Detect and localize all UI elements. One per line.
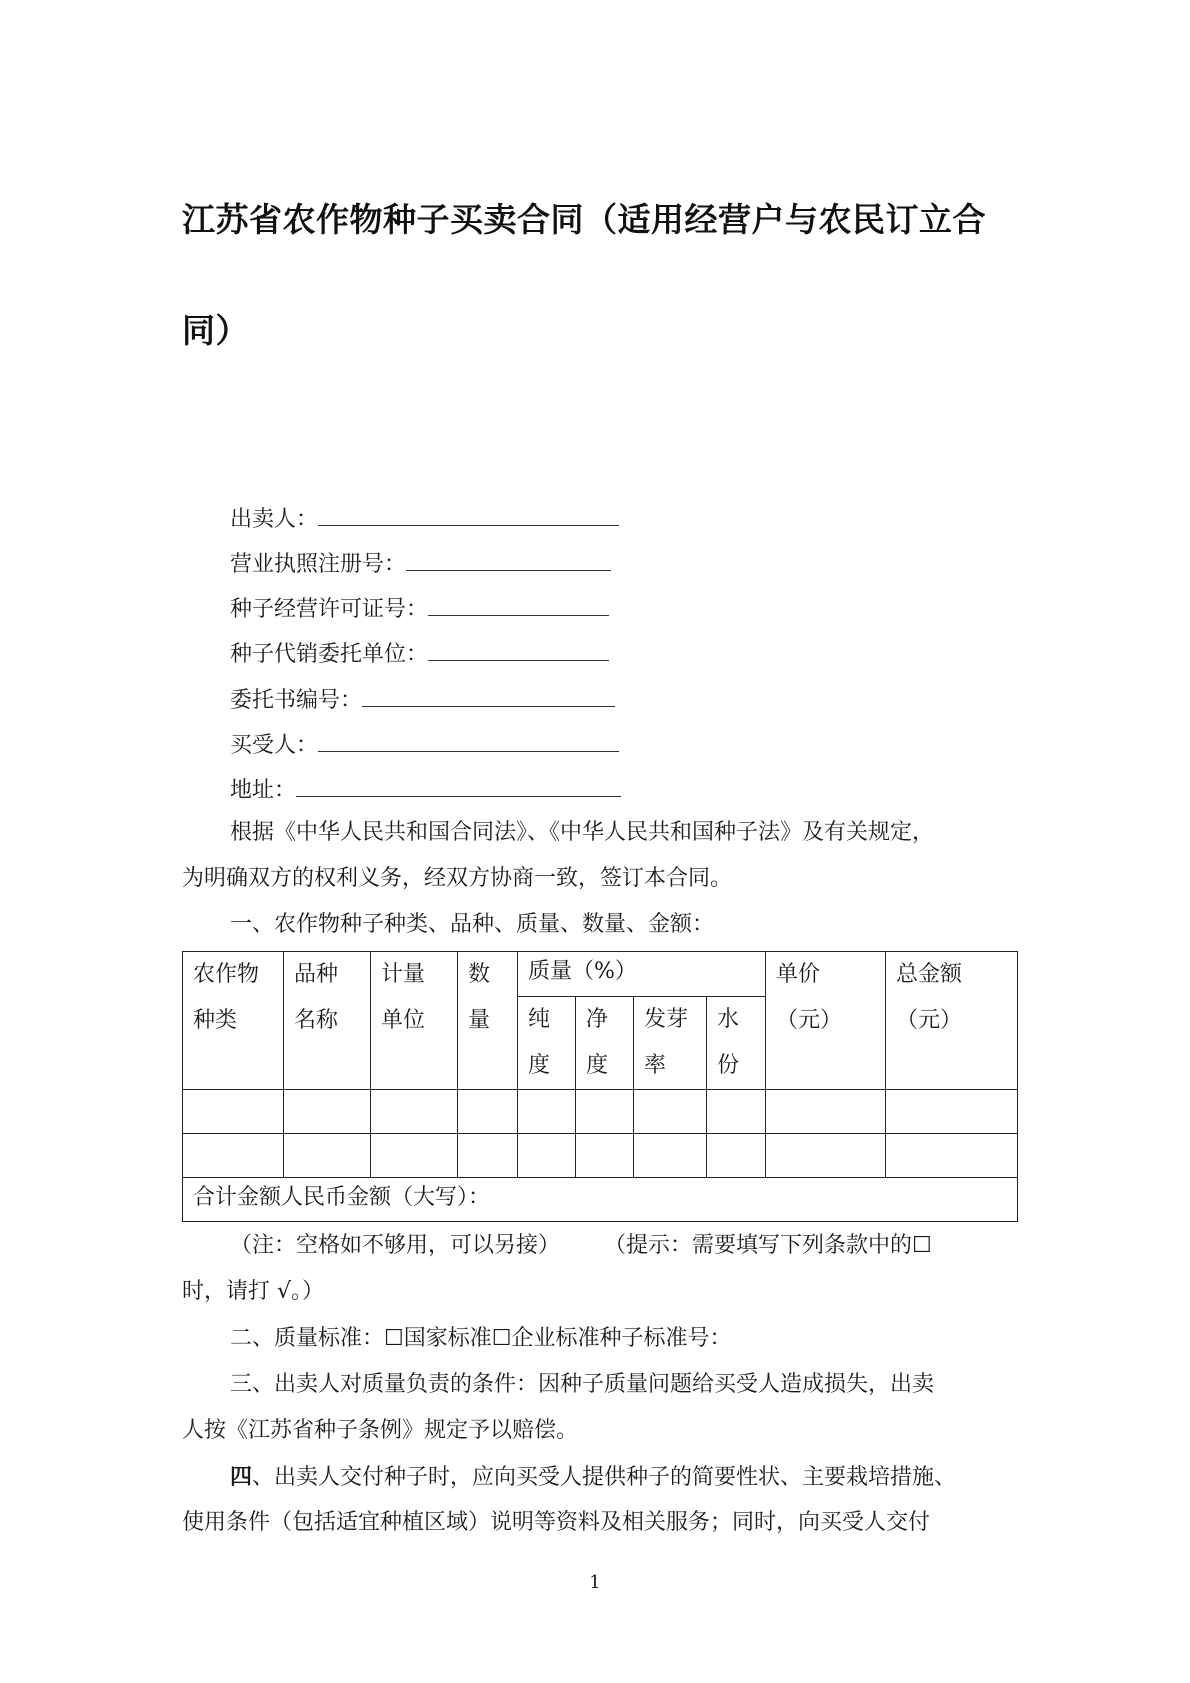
section-3-number: 三 bbox=[230, 1372, 253, 1397]
seller-blank[interactable] bbox=[318, 501, 619, 526]
document-title-line-1: 江苏省农作物种子买卖合同（适用经营户与农民订立合 bbox=[182, 200, 986, 239]
consignment-unit-blank[interactable] bbox=[428, 636, 609, 661]
seed-table bbox=[182, 951, 1018, 1222]
table-cell[interactable] bbox=[458, 1090, 518, 1134]
business-license-field bbox=[230, 546, 611, 580]
table-row bbox=[183, 1134, 1018, 1178]
header-crop-type: 农作物 种类 bbox=[183, 952, 284, 1090]
consignment-unit-label: 种子代销委托单位： bbox=[230, 642, 429, 667]
authorization-number-field bbox=[230, 682, 615, 716]
header-total-amount: 总金额 （元） bbox=[886, 952, 1018, 1090]
table-cell[interactable] bbox=[284, 1090, 371, 1134]
table-cell[interactable] bbox=[458, 1134, 518, 1178]
business-license-label: 营业执照注册号： bbox=[230, 552, 407, 577]
address-blank[interactable] bbox=[296, 772, 621, 797]
business-license-blank[interactable] bbox=[406, 546, 611, 571]
table-cell[interactable] bbox=[183, 1090, 284, 1134]
header-cleanliness: 净 度 bbox=[576, 997, 634, 1090]
section-3-text: 、出卖人对质量负责的条件：因种子质量问题给买受人造成损失，出卖 bbox=[252, 1372, 935, 1397]
table-cell[interactable] bbox=[707, 1090, 766, 1134]
table-cell[interactable] bbox=[371, 1090, 458, 1134]
table-cell[interactable] bbox=[284, 1134, 371, 1178]
table-cell[interactable] bbox=[886, 1134, 1018, 1178]
address-label: 地址： bbox=[230, 778, 297, 803]
intro-line-1: 根据《中华人民共和国合同法》、《中华人民共和国种子法》及有关规定， bbox=[230, 820, 935, 845]
table-total-row bbox=[183, 1178, 1018, 1222]
section-4-line-2: 使用条件（包括适宜种植区域）说明等资料及相关服务；同时，向买受人交付 bbox=[182, 1510, 931, 1535]
section-1-heading: 一、农作物种子种类、品种、质量、数量、金额： bbox=[230, 912, 715, 937]
buyer-field bbox=[230, 727, 619, 761]
header-purity: 纯 度 bbox=[518, 997, 576, 1090]
table-cell[interactable] bbox=[576, 1134, 634, 1178]
table-cell[interactable] bbox=[766, 1090, 886, 1134]
page-number: 1 bbox=[589, 1572, 601, 1593]
section-3-line-2: 人按《江苏省种子条例》规定予以赔偿。 bbox=[182, 1418, 579, 1443]
table-cell[interactable] bbox=[371, 1134, 458, 1178]
section-2-text: 、质量标准：☐国家标准☐企业标准种子标准号： bbox=[252, 1326, 732, 1351]
section-2-number: 二 bbox=[230, 1326, 253, 1351]
table-cell[interactable] bbox=[576, 1090, 634, 1134]
note-line-2: 时，请打 √。） bbox=[182, 1279, 325, 1304]
header-measure-unit: 计量 单位 bbox=[371, 952, 458, 1090]
table-cell[interactable] bbox=[766, 1134, 886, 1178]
seller-label: 出卖人： bbox=[230, 507, 319, 532]
table-cell[interactable] bbox=[518, 1134, 576, 1178]
seed-license-field bbox=[230, 591, 609, 625]
header-quality: 质量（%） bbox=[518, 952, 766, 997]
buyer-blank[interactable] bbox=[318, 727, 619, 752]
table-cell[interactable] bbox=[634, 1134, 707, 1178]
address-field bbox=[230, 772, 621, 806]
header-unit-price: 单价 （元） bbox=[766, 952, 886, 1090]
buyer-label: 买受人： bbox=[230, 733, 319, 758]
table-cell[interactable] bbox=[634, 1090, 707, 1134]
seller-field bbox=[230, 501, 619, 535]
section-4-line-1 bbox=[230, 1462, 956, 1493]
section-2 bbox=[230, 1324, 731, 1354]
document-title-line-2: 同） bbox=[182, 311, 249, 350]
note-line-1: （注：空格如不够用，可以另接） （提示：需要填写下列条款中的☐ bbox=[230, 1233, 932, 1258]
section-4-number: 四 bbox=[230, 1464, 253, 1490]
header-germination-rate: 发芽 率 bbox=[634, 997, 707, 1090]
total-amount-label[interactable]: 合计金额人民币金额（大写）： bbox=[183, 1178, 1018, 1222]
consignment-unit-field bbox=[230, 636, 609, 670]
authorization-number-label: 委托书编号： bbox=[230, 688, 363, 713]
section-4-text: 、出卖人交付种子时，应向买受人提供种子的简要性状、主要栽培措施、 bbox=[252, 1465, 957, 1490]
seed-license-label: 种子经营许可证号： bbox=[230, 597, 429, 622]
header-variety-name: 品种 名称 bbox=[284, 952, 371, 1090]
table-cell[interactable] bbox=[707, 1134, 766, 1178]
section-3-line-1 bbox=[230, 1370, 934, 1400]
table-cell[interactable] bbox=[886, 1090, 1018, 1134]
seed-license-blank[interactable] bbox=[428, 591, 609, 616]
authorization-number-blank[interactable] bbox=[362, 682, 615, 707]
table-header-row-1 bbox=[183, 952, 1018, 997]
header-moisture: 水 份 bbox=[707, 997, 766, 1090]
table-row bbox=[183, 1090, 1018, 1134]
table-cell[interactable] bbox=[183, 1134, 284, 1178]
table-cell[interactable] bbox=[518, 1090, 576, 1134]
header-quantity: 数 量 bbox=[458, 952, 518, 1090]
intro-line-2: 为明确双方的权利义务，经双方协商一致，签订本合同。 bbox=[182, 866, 733, 891]
